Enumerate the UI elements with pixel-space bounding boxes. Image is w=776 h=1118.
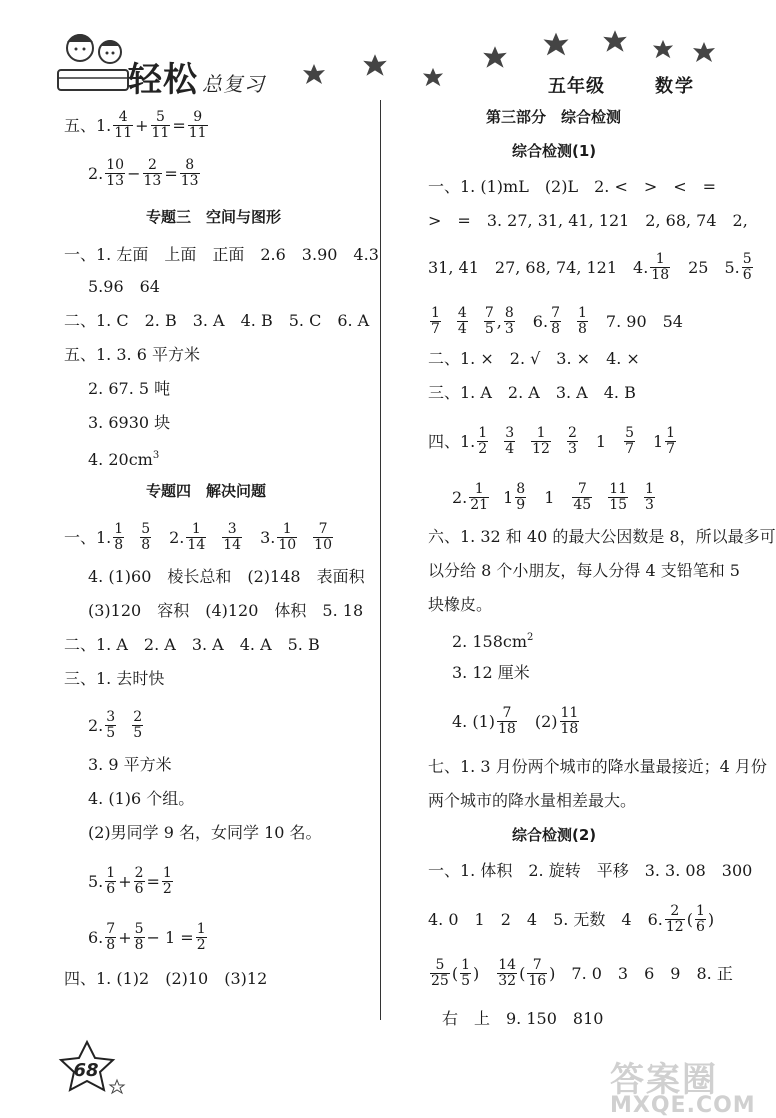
fraction [186, 522, 206, 553]
answer-text: − [127, 163, 141, 183]
fraction [644, 482, 655, 513]
fraction-numerator: 5 [742, 251, 752, 267]
fraction-numerator: 8 [185, 157, 195, 173]
fraction-numerator: 11 [560, 705, 579, 721]
answer-text: 一、1. 体积 2. 旋转 平移 3. 3. 08 300 [428, 860, 753, 880]
answer-text: ( [686, 909, 693, 929]
fraction [105, 866, 116, 897]
leaf-icon [540, 30, 572, 58]
fraction-numerator: 2 [147, 157, 157, 173]
fraction-denominator: 18 [560, 721, 579, 737]
fraction-numerator: 3 [106, 709, 116, 725]
fraction-numerator: 10 [106, 157, 125, 173]
answer-text: 3. 12 厘米 [452, 662, 530, 682]
answer-line [428, 348, 640, 369]
fraction [457, 306, 468, 337]
fraction-denominator: 8 [106, 937, 116, 953]
answer-text: 二、1. A 2. A 3. A 4. A 5. B [64, 634, 320, 654]
answer-text: 1 [579, 431, 623, 451]
answer-text: 一、1. [64, 527, 112, 547]
fraction-numerator: 1 [114, 521, 124, 537]
fraction-numerator: 1 [431, 305, 440, 321]
answer-line [88, 710, 145, 741]
watermark-url: MXQE.COM [610, 1093, 756, 1118]
fraction-denominator: 2 [162, 881, 172, 897]
column-divider [380, 100, 381, 1020]
fraction [151, 110, 171, 141]
answer-text: 专题四 解决问题 [146, 481, 267, 500]
fraction-denominator: 11 [151, 125, 170, 141]
answer-text: 4. (1) [452, 711, 496, 731]
answer-text: , [496, 311, 502, 331]
answer-text: ( [451, 963, 459, 983]
fraction [695, 904, 706, 935]
fraction-denominator: 11 [188, 125, 207, 141]
answer-line [88, 378, 170, 399]
answer-text: − 1 = [146, 927, 194, 947]
fraction-denominator: 8 [551, 321, 560, 337]
leaf-icon [690, 40, 718, 64]
fraction [624, 426, 635, 457]
fraction [132, 710, 143, 741]
answer-text: ) 7. 0 3 6 9 8. 正 [549, 963, 733, 983]
answer-line [428, 594, 492, 615]
answer-line [88, 446, 159, 470]
answer-line [64, 522, 335, 553]
fraction-numerator: 7 [318, 521, 328, 537]
fraction-denominator: 5 [106, 725, 116, 741]
fraction [567, 426, 578, 457]
section-heading [146, 480, 266, 501]
fraction-numerator: 1 [461, 957, 470, 973]
answer-text: 1 [503, 487, 514, 507]
answer-text: 以分给 8 个小朋友，每人分得 4 支铅笔和 5 [428, 560, 740, 580]
section-heading [146, 206, 281, 227]
answer-line [428, 176, 716, 197]
answer-text: 三、1. A 2. A 3. A 4. B [428, 382, 636, 402]
answer-text: 第三部分 综合检测 [486, 107, 622, 126]
answer-line [64, 310, 369, 331]
fraction [515, 482, 526, 513]
fraction-denominator: 6 [695, 919, 705, 935]
answer-text: (2) [518, 711, 558, 731]
answer-text: 二、1. × 2. √ 3. × 4. × [428, 348, 640, 368]
fraction [504, 306, 515, 337]
answer-line [88, 788, 194, 809]
fraction-numerator: 1 [196, 921, 206, 937]
answer-text: 3. 9 平方米 [88, 754, 172, 774]
fraction-numerator: 9 [193, 109, 203, 125]
fraction-denominator: 13 [180, 173, 199, 189]
fraction-denominator: 5 [133, 725, 143, 741]
fraction-denominator: 2 [196, 937, 206, 953]
fraction [113, 522, 124, 553]
leaf-icon [300, 62, 328, 86]
fraction-denominator: 10 [278, 537, 297, 553]
fraction [162, 866, 173, 897]
answer-text: 2. [153, 527, 185, 547]
fraction-numerator: 3 [227, 521, 237, 537]
answer-line [428, 526, 776, 547]
answer-text: 1 [528, 487, 571, 507]
answer-text: 31, 41 27, 68, 74, 121 4. [428, 257, 649, 277]
answer-text: 4. (1)60 棱长总和 (2)148 表面积 [88, 566, 365, 586]
fraction [577, 306, 588, 337]
fraction [484, 306, 495, 337]
fraction-numerator: 5 [625, 425, 634, 441]
fraction [113, 110, 133, 141]
fraction-numerator: 1 [478, 425, 488, 441]
fraction-numerator: 1 [577, 305, 587, 321]
fraction-denominator: 8 [577, 321, 587, 337]
fraction-denominator: 9 [516, 497, 526, 513]
fraction [134, 922, 145, 953]
answer-line [428, 306, 683, 337]
fraction-denominator: 2 [478, 441, 488, 457]
answer-line [64, 110, 210, 141]
answer-line [428, 252, 755, 283]
answer-text: + [118, 927, 132, 947]
page-number: 68 [73, 1060, 99, 1081]
fraction-denominator: 8 [114, 537, 124, 553]
fraction-numerator: 2 [567, 425, 577, 441]
fraction-denominator: 13 [143, 173, 162, 189]
fraction-numerator: 1 [106, 865, 116, 881]
answer-text: 七、1. 3 月份两个城市的降水量最接近；4 月份 [428, 756, 767, 776]
answer-text: 六、1. 32 和 40 的最大公因数是 8，所以最多可 [428, 526, 776, 546]
fraction [497, 958, 517, 989]
answer-text: 2. 158cm [452, 631, 528, 651]
fraction [180, 158, 200, 189]
fraction [222, 522, 242, 553]
leaf-icon [600, 28, 630, 54]
fraction-denominator: 5 [484, 321, 494, 337]
answer-line [88, 922, 209, 953]
answer-text: 2. [88, 163, 104, 183]
leaf-icon [360, 52, 390, 78]
fraction-numerator: 1 [191, 521, 201, 537]
answer-text: 综合检测(1) [512, 141, 597, 160]
fraction-numerator: 7 [551, 305, 560, 321]
fraction [665, 426, 676, 457]
fraction [140, 522, 151, 553]
answer-line [64, 968, 267, 989]
fraction-numerator: 2 [133, 709, 143, 725]
answer-text: 二、1. C 2. B 3. A 4. B 5. C 6. A [64, 310, 370, 330]
fraction-numerator: 1 [666, 425, 676, 441]
fraction-denominator: 10 [314, 537, 332, 553]
answer-text: 三、1. 去时快 [64, 668, 165, 688]
fraction-denominator: 4 [505, 441, 515, 457]
fraction-denominator: 8 [141, 537, 151, 553]
fraction [531, 426, 551, 457]
page-header [0, 0, 750, 100]
answer-line [88, 412, 170, 433]
brand-sub: 总复习 [202, 72, 265, 96]
answer-line [428, 958, 733, 989]
answer-text: 4. 20cm [88, 449, 153, 469]
fraction [665, 904, 685, 935]
fraction [527, 958, 547, 989]
answer-text: > = 3. 27, 31, 41, 121 2, 68, 74 2, [428, 210, 748, 230]
fraction-numerator: 1 [645, 481, 654, 497]
answer-text: 5.96 64 [88, 276, 160, 296]
answer-text: 2. [88, 715, 104, 735]
fraction-numerator: 8 [504, 305, 514, 321]
answer-text: 一、1. (1)mL (2)L 2. < > < = [428, 176, 717, 196]
fraction-numerator: 8 [516, 481, 526, 497]
cartoon-kids-illustration [50, 20, 136, 94]
fraction-denominator: 25 [431, 973, 449, 989]
fraction [277, 522, 297, 553]
fraction [134, 866, 145, 897]
fraction [497, 706, 517, 737]
fraction-denominator: 12 [665, 919, 684, 935]
answer-text: 3. [244, 527, 276, 547]
answer-line [428, 756, 767, 777]
fraction-denominator: 18 [651, 267, 670, 283]
fraction-denominator: 7 [666, 441, 676, 457]
fraction-denominator: 7 [431, 321, 440, 337]
answer-line [452, 662, 530, 683]
answer-line [64, 344, 200, 365]
leaf-icon [420, 66, 446, 88]
answer-text: 四、1. (1)2 (2)10 (3)12 [64, 968, 268, 988]
answer-line [88, 600, 363, 621]
answer-line [64, 668, 164, 689]
subject-label: 数学 [655, 76, 695, 97]
fraction [572, 482, 592, 513]
fraction-denominator: 5 [461, 973, 470, 989]
fraction-numerator: 2 [670, 903, 680, 919]
answer-text: 四、1. [428, 431, 476, 451]
fraction [477, 426, 488, 457]
fraction-numerator: 11 [609, 481, 628, 497]
fraction [143, 158, 163, 189]
fraction [105, 922, 116, 953]
answer-text: 五、1. [64, 115, 112, 135]
fraction-numerator: 5 [155, 109, 165, 125]
fraction [460, 958, 471, 989]
fraction [608, 482, 628, 513]
fraction-numerator: 1 [695, 903, 705, 919]
answer-line [88, 566, 365, 587]
page-number-star-badge [55, 1040, 125, 1096]
fraction-numerator: 2 [134, 865, 144, 881]
answer-text: ( [519, 963, 526, 983]
fraction-denominator: 3 [567, 441, 577, 457]
fraction [196, 922, 207, 953]
fraction-numerator: 1 [162, 865, 172, 881]
leaf-icon [480, 44, 510, 70]
answer-text: = [146, 871, 160, 891]
section-heading [512, 140, 596, 161]
answer-text: + [135, 115, 149, 135]
fraction [469, 482, 489, 513]
answer-line [428, 860, 752, 881]
grade-label: 五年级 [548, 76, 605, 97]
fraction-denominator: 18 [498, 721, 516, 737]
answer-text: 4. 0 1 2 4 5. 无数 4 6. [428, 909, 663, 929]
answer-text: 4. (1)6 个组。 [88, 788, 195, 808]
watermark [610, 1052, 756, 1118]
answer-text: ) [707, 909, 715, 929]
fraction [560, 706, 580, 737]
fraction-numerator: 7 [106, 921, 116, 937]
superscript: 2 [527, 632, 534, 643]
fraction-denominator: 6 [134, 881, 144, 897]
fraction-denominator: 8 [134, 937, 144, 953]
answer-text: 右 上 9. 150 810 [442, 1008, 604, 1028]
answer-text: ) [473, 963, 496, 983]
fraction-numerator: 5 [134, 921, 144, 937]
brand-main: 轻松 [128, 60, 198, 100]
superscript: 3 [152, 450, 160, 461]
fraction-denominator: 32 [498, 973, 517, 989]
answer-line [428, 210, 748, 231]
fraction [313, 522, 333, 553]
answer-text: 2. 67. 5 吨 [88, 378, 171, 398]
fraction-numerator: 4 [118, 109, 128, 125]
answer-line [428, 382, 636, 403]
answer-line [428, 560, 740, 581]
fraction-numerator: 1 [282, 521, 292, 537]
fraction-denominator: 3 [504, 321, 514, 337]
answer-text: 综合检测(2) [512, 825, 597, 844]
answer-text: 5. [88, 871, 104, 891]
fraction [188, 110, 208, 141]
fraction-denominator: 6 [106, 881, 116, 897]
answer-text: 6. [88, 927, 104, 947]
section-heading [512, 824, 596, 845]
fraction-denominator: 15 [609, 497, 628, 513]
fraction [504, 426, 515, 457]
answer-text: = [172, 115, 186, 135]
answer-text: 3. 6930 块 [88, 412, 171, 432]
answer-text: (3)120 容积 (4)120 体积 5. 18 [88, 600, 364, 620]
fraction-numerator: 1 [536, 425, 546, 441]
answer-line [88, 276, 160, 297]
fraction [430, 306, 441, 337]
answer-text: 两个城市的降水量相差最大。 [428, 790, 637, 810]
fraction-denominator: 16 [528, 973, 547, 989]
leaf-icon [650, 38, 676, 60]
answer-text: 2. [452, 487, 468, 507]
fraction-denominator: 4 [457, 321, 467, 337]
fraction-denominator: 13 [106, 173, 125, 189]
answer-line [428, 426, 678, 457]
fraction [650, 252, 670, 283]
fraction-numerator: 5 [141, 521, 151, 537]
watermark-text: 答案圈 [610, 1060, 718, 1100]
fraction-numerator: 5 [435, 957, 445, 973]
fraction-numerator: 1 [474, 481, 484, 497]
fraction-numerator: 7 [502, 705, 512, 721]
section-heading [486, 106, 621, 127]
answer-line [428, 904, 714, 935]
answer-line [452, 706, 581, 737]
fraction-numerator: 7 [484, 305, 494, 321]
answer-line [88, 822, 322, 843]
fraction-numerator: 3 [505, 425, 515, 441]
answer-line [428, 790, 636, 811]
answer-line [64, 244, 379, 265]
fraction-denominator: 14 [187, 537, 206, 553]
answer-text: 7. 90 54 [589, 311, 683, 331]
answer-text: 专题三 空间与图形 [146, 207, 282, 226]
brand-title [128, 52, 265, 101]
answer-text: 一、1. 左面 上面 正面 2.6 3.90 4.3 [64, 244, 379, 264]
answer-line [64, 634, 320, 655]
answer-text: = [164, 163, 178, 183]
fraction-numerator: 7 [532, 957, 542, 973]
fraction-numerator: 4 [457, 305, 467, 321]
fraction-denominator: 3 [645, 497, 654, 513]
answer-text: 1 [636, 431, 664, 451]
fraction-numerator: 7 [577, 481, 587, 497]
fraction [742, 252, 753, 283]
answer-text: 五、1. 3. 6 平方米 [64, 344, 200, 364]
fraction [105, 158, 125, 189]
answer-text: 25 5. [672, 257, 740, 277]
answer-line [452, 482, 657, 513]
fraction-numerator: 14 [498, 957, 517, 973]
fraction-denominator: 21 [470, 497, 489, 513]
answer-text: 块橡皮。 [428, 594, 493, 614]
fraction-denominator: 6 [742, 267, 752, 283]
answer-line [88, 754, 172, 775]
fraction [550, 306, 561, 337]
answer-text: (2)男同学 9 名，女同学 10 名。 [88, 822, 322, 842]
fraction-denominator: 7 [625, 441, 634, 457]
answer-line [442, 1008, 603, 1029]
answer-line [452, 628, 533, 652]
fraction [430, 958, 450, 989]
answer-line [88, 866, 175, 897]
fraction-denominator: 14 [223, 537, 242, 553]
fraction-denominator: 12 [532, 441, 550, 457]
fraction-denominator: 45 [573, 497, 592, 513]
fraction [105, 710, 116, 741]
fraction-numerator: 1 [655, 251, 665, 267]
answer-line [88, 158, 202, 189]
answer-text: 6. [516, 311, 549, 331]
fraction-denominator: 11 [114, 125, 133, 141]
answer-text: + [118, 871, 132, 891]
